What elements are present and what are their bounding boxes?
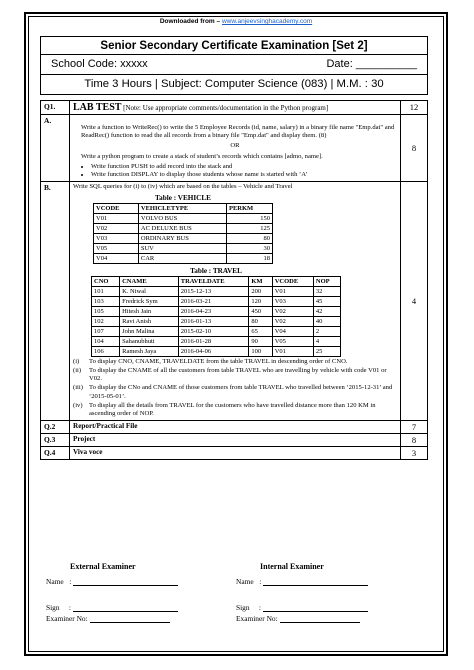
q4-marks: 3 (401, 447, 428, 460)
travel-cell: 2016-03-21 (178, 296, 249, 306)
external-no-row (46, 614, 170, 623)
school-code: School Code: xxxxx (51, 58, 148, 70)
colon: : (259, 577, 262, 586)
q4-row (41, 447, 428, 460)
external-name-field[interactable] (73, 577, 178, 586)
bullet-item: • Write function PUSH to add record into the stack and (91, 163, 397, 171)
vehicle-header-cell: VEHICLETYPE (138, 203, 226, 213)
download-link[interactable]: www.anjeevsinghacademy.com (221, 18, 313, 25)
travel-cell: 45 (313, 296, 340, 306)
name-label: Name (46, 577, 64, 586)
travel-cell: V02 (272, 306, 313, 316)
travel-cell: V04 (272, 326, 313, 336)
part-a-row (41, 115, 428, 182)
travel-row (92, 286, 341, 296)
q4-number: Q.4 (41, 447, 70, 460)
time-subject-line: Time 3 Hours | Subject: Computer Science (083) | M.M. : 30 (40, 75, 428, 95)
travel-header-cell: NOP (313, 276, 340, 286)
colon: : (69, 577, 72, 586)
page-border (24, 12, 448, 656)
external-no-field[interactable] (90, 614, 170, 623)
part-a-label: A. (41, 115, 70, 182)
vehicle-header-cell: VCODE (94, 203, 139, 213)
travel-cell: Ravi Anish (120, 316, 179, 326)
travel-cell: Ramesh Jaya (120, 346, 179, 356)
examiner-no-label: Examiner No: (236, 614, 278, 623)
query-number: (iii) (73, 384, 83, 392)
query-text: To display the CNo and CNAME of those customers from table TRAVEL who travelled between ‘2015-12-31’ and ‘2015-05-01’. (89, 384, 393, 400)
travel-cell: 100 (249, 346, 272, 356)
travel-row (92, 326, 341, 336)
travel-cell: 106 (92, 346, 120, 356)
vehicle-row (94, 223, 273, 233)
q1-marks: 12 (401, 101, 428, 115)
sql-query (73, 402, 397, 418)
part-a-content (70, 115, 401, 182)
internal-examiner (236, 562, 416, 623)
lab-test-note: [Note: Use appropriate comments/documentation in the Python program] (123, 104, 329, 112)
travel-row (92, 336, 341, 346)
vehicle-table (93, 203, 273, 264)
external-name-row (46, 577, 178, 586)
internal-examiner-title: Internal Examiner (260, 562, 324, 571)
internal-sign-row (236, 603, 368, 612)
q1-number: Q1. (41, 101, 70, 115)
travel-cell: 200 (249, 286, 272, 296)
external-examiner-title: External Examiner (70, 562, 136, 571)
vehicle-row (94, 213, 273, 223)
internal-no-row (236, 614, 360, 623)
travel-cell: 107 (92, 326, 120, 336)
vehicle-cell: ORDINARY BUS (138, 233, 226, 243)
travel-cell: 90 (249, 336, 272, 346)
vehicle-cell: V05 (94, 243, 139, 253)
travel-cell: Sahanubhuti (120, 336, 179, 346)
travel-cell: Fredrick Sym (120, 296, 179, 306)
query-text: To display CNO, CNAME, TRAVELDATE from the table TRAVEL in descending order of CNO. (89, 357, 348, 365)
travel-header-cell: KM (249, 276, 272, 286)
sql-query-list (73, 358, 397, 419)
travel-cell: V01 (272, 346, 313, 356)
travel-header-cell: TRAVELDATE (178, 276, 249, 286)
travel-cell: Hitesh Jain (120, 306, 179, 316)
sign-label: Sign (236, 603, 250, 612)
travel-header-cell: VCODE (272, 276, 313, 286)
q2-row (41, 421, 428, 434)
q3-number: Q.3 (41, 434, 70, 447)
travel-row (92, 296, 341, 306)
lab-test-title: LAB TEST (73, 102, 122, 113)
bullet-item: • Write function DISPLAY to display those students whose name is started with ‘A’ (91, 171, 397, 179)
vehicle-cell: 30 (226, 243, 272, 253)
internal-name-row (236, 577, 368, 586)
travel-cell: 42 (313, 306, 340, 316)
q2-number: Q.2 (41, 421, 70, 434)
vehicle-table-caption: Table : VEHICLE (155, 193, 211, 202)
sign-label: Sign (46, 603, 60, 612)
sql-query (73, 358, 397, 366)
vehicle-cell: CAR (138, 253, 226, 263)
vehicle-row (94, 233, 273, 243)
part-b-label: B. (41, 182, 70, 421)
query-text: To display all the details from TRAVEL for the customers who have travelled distance more than 120 KM in ascending order of NOP. (89, 401, 376, 418)
query-number: (i) (73, 357, 80, 365)
travel-cell: 2016-04-23 (178, 306, 249, 316)
or-separator: OR (230, 142, 240, 150)
sql-query (73, 384, 397, 400)
vehicle-cell: SUV (138, 243, 226, 253)
q4-title: Viva voce (70, 447, 401, 460)
vehicle-cell: V02 (94, 223, 139, 233)
travel-cell: 40 (313, 316, 340, 326)
query-number: (iv) (73, 401, 83, 409)
part-b-content (70, 182, 401, 421)
travel-cell: 32 (313, 286, 340, 296)
travel-cell: 120 (249, 296, 272, 306)
q1-row (41, 101, 428, 115)
travel-cell: 450 (249, 306, 272, 316)
travel-cell: 65 (249, 326, 272, 336)
travel-row (92, 346, 341, 356)
travel-cell: 2 (313, 326, 340, 336)
part-a-question-2: Write a python program to create a stack of student’s records which contains [admo, name]. (81, 152, 323, 160)
school-date-row (40, 55, 428, 75)
vehicle-cell: 125 (226, 223, 272, 233)
travel-cell: 2015-12-13 (178, 286, 249, 296)
colon: : (68, 603, 71, 612)
q3-title: Project (70, 434, 401, 447)
vehicle-cell: AC DELUXE BUS (138, 223, 226, 233)
part-b-intro: Write SQL queries for (i) to (iv) which are based on the tables – Vehicle and Travel (73, 183, 293, 191)
vehicle-cell: V04 (94, 253, 139, 263)
part-b-row (41, 182, 428, 421)
part-a-marks: 8 (401, 115, 428, 182)
q3-row (41, 434, 428, 447)
internal-no-field[interactable] (280, 614, 360, 623)
travel-header-cell: CNAME (120, 276, 179, 286)
travel-cell: V03 (272, 296, 313, 306)
download-notice (26, 18, 446, 25)
q1-heading (70, 101, 401, 115)
travel-cell: John Malina (120, 326, 179, 336)
vehicle-cell: 150 (226, 213, 272, 223)
travel-table-caption: Table : TRAVEL (190, 266, 242, 275)
internal-name-field[interactable] (263, 577, 368, 586)
name-label: Name (236, 577, 254, 586)
part-a-question-1: Write a function to WriteRec() to write the 5 Employee Records (id, name, salary) in a binary file name "Emp.dat" and ReadRec() function to read the all records from a binary file "Emp.dat" and display them. (8) (81, 124, 395, 140)
exam-date: Date: __________ (326, 58, 417, 70)
travel-cell: 2016-04-06 (178, 346, 249, 356)
sql-query (73, 367, 397, 383)
vehicle-cell: VOLVO BUS (138, 213, 226, 223)
part-a-bullets (73, 163, 397, 179)
travel-row (92, 306, 341, 316)
travel-cell: 104 (92, 336, 120, 346)
travel-cell: V05 (272, 336, 313, 346)
vehicle-row (94, 253, 273, 263)
travel-cell: 101 (92, 286, 120, 296)
external-examiner (46, 562, 226, 623)
vehicle-cell: 18 (226, 253, 272, 263)
download-prefix: Downloaded from – (159, 18, 222, 25)
travel-cell: 105 (92, 306, 120, 316)
vehicle-cell: 80 (226, 233, 272, 243)
travel-cell: V01 (272, 286, 313, 296)
travel-cell: 4 (313, 336, 340, 346)
travel-cell: K. Niwal (120, 286, 179, 296)
internal-sign-field[interactable] (263, 603, 368, 612)
query-number: (ii) (73, 366, 82, 374)
external-sign-field[interactable] (73, 603, 178, 612)
travel-cell: 80 (249, 316, 272, 326)
travel-cell: V02 (272, 316, 313, 326)
vehicle-header-cell: PERKM (226, 203, 272, 213)
q2-title: Report/Practical File (70, 421, 401, 434)
travel-cell: 2015-02-10 (178, 326, 249, 336)
part-b-marks: 4 (401, 182, 428, 421)
colon: : (258, 603, 261, 612)
external-sign-row (46, 603, 178, 612)
travel-cell: 2016-01-28 (178, 336, 249, 346)
vehicle-row (94, 243, 273, 253)
travel-header-cell: CNO (92, 276, 120, 286)
travel-cell: 102 (92, 316, 120, 326)
travel-cell: 2016-01-13 (178, 316, 249, 326)
vehicle-cell: V01 (94, 213, 139, 223)
vehicle-cell: V03 (94, 233, 139, 243)
examiner-no-label: Examiner No: (46, 614, 88, 623)
travel-cell: 25 (313, 346, 340, 356)
question-table (40, 100, 428, 460)
query-text: To display the CNAME of all the customers from table TRAVEL who are travelling by vehicle with code V01 or V02. (89, 366, 387, 383)
q3-marks: 8 (401, 434, 428, 447)
travel-row (92, 316, 341, 326)
travel-cell: 103 (92, 296, 120, 306)
exam-title: Senior Secondary Certificate Examination [Set 2] (40, 36, 428, 55)
travel-table (91, 276, 341, 357)
q2-marks: 7 (401, 421, 428, 434)
